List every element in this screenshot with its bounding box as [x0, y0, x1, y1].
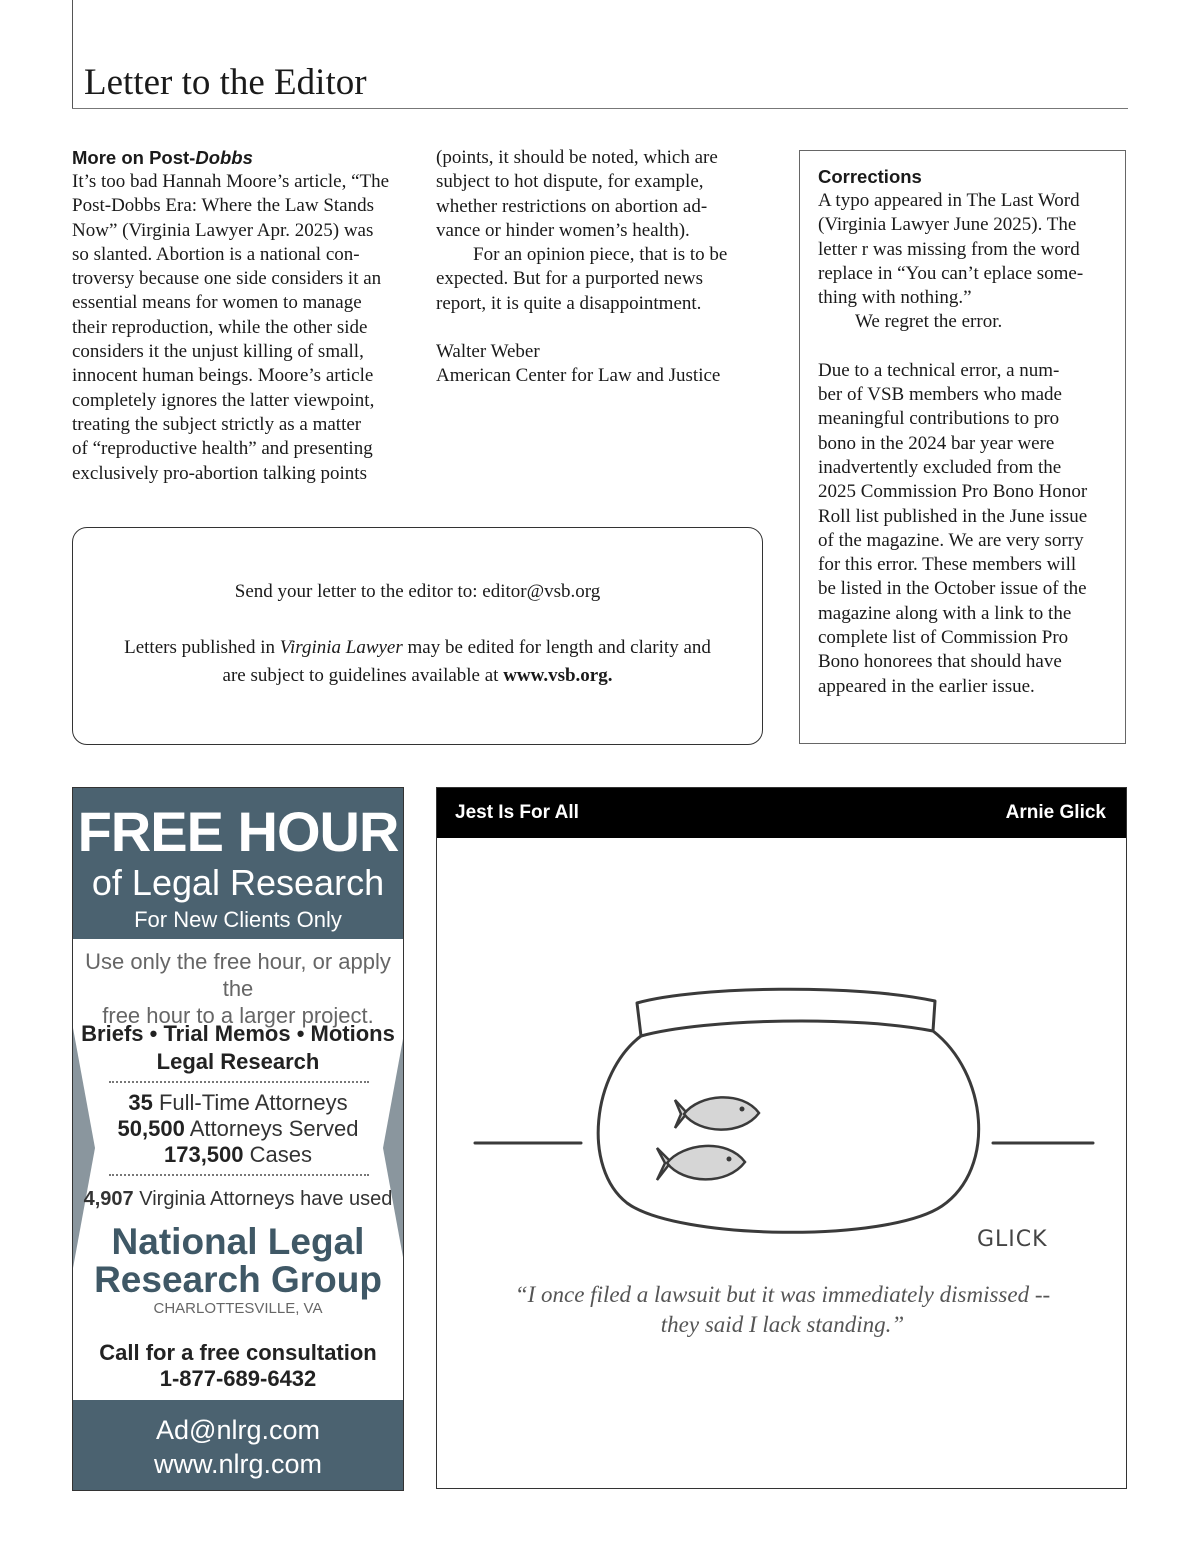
- text-line: their reproduction, while the other side: [72, 316, 368, 338]
- text-line: It’s too bad Hannah Moore’s article, “The: [72, 171, 390, 192]
- text-line: completely ignores the latter viewpoint,: [72, 389, 375, 411]
- ad-services-2: Legal Research: [156, 1049, 320, 1074]
- text-line: A typo appeared in The Last Word: [818, 190, 1080, 211]
- text-line: (Virginia Lawyer June 2025). The: [818, 214, 1077, 236]
- header-divider: [72, 108, 1128, 109]
- submission-info-box: [72, 527, 763, 745]
- text-line: innocent human beings. Moore’s article: [72, 365, 374, 387]
- letter-body-col2-para2: [436, 243, 752, 316]
- ad-services: Briefs • Trial Memos • Motions: [81, 1021, 395, 1046]
- letter-author: Walter Weber: [436, 341, 540, 363]
- page-title: Letter to the Editor: [84, 62, 367, 103]
- cartoon-artist: Arnie Glick: [1005, 802, 1106, 823]
- ad-stat-served: 50,500 Attorneys Served: [117, 1116, 359, 1141]
- text-line: expected. But for a purported news: [436, 268, 703, 290]
- corrections-box: [799, 150, 1126, 744]
- letter-body-col1: [72, 170, 412, 486]
- text-line: whether restrictions on abortion ad-: [436, 195, 708, 217]
- ad-virginia-users: 4,907 Virginia Attorneys have used: [83, 1188, 393, 1210]
- corrections-typo-note: [818, 189, 1118, 310]
- submission-email-line: Send your letter to the editor to: editor@vsb.org: [234, 581, 601, 602]
- text-line: (points, it should be noted, which are: [436, 147, 718, 168]
- text-line: so slanted. Abortion is a national con-: [72, 243, 360, 265]
- text-line: Roll list published in the June issue: [818, 505, 1088, 527]
- text-line: for this error. These members will: [818, 554, 1077, 576]
- submission-guidelines: Letters published in Virginia Lawyer may be edited for length and clarity and are subject to guidelines available at www.vsb.org.: [124, 637, 711, 686]
- text-line: magazine along with a link to the: [818, 602, 1072, 624]
- corrections-honor-roll-note: [818, 359, 1118, 699]
- cartoon-signature: GLICK: [977, 1227, 1048, 1252]
- ad-headline: FREE HOUR: [77, 800, 399, 863]
- text-line: Post-Dobbs Era: Where the Law Stands: [72, 195, 375, 217]
- ad-phone-number[interactable]: 1-877-689-6432: [159, 1366, 317, 1391]
- letter-heading: More on Post-Dobbs: [72, 147, 253, 168]
- letter-column-1: [72, 146, 412, 486]
- text-line: complete list of Commission Pro: [818, 627, 1069, 649]
- cartoon-section-title: Jest Is For All: [455, 802, 579, 823]
- corrections-heading: Corrections: [818, 166, 922, 187]
- text-line: subject to hot dispute, for example,: [436, 171, 704, 193]
- text-line: letter r was missing from the word: [818, 238, 1080, 260]
- header-vertical-rule: [72, 0, 73, 108]
- text-line: ber of VSB members who made: [818, 384, 1062, 406]
- ad-dotted-divider: [109, 1174, 369, 1176]
- text-line: thing with nothing.”: [818, 287, 972, 309]
- text-line: bono in the 2024 bar year were: [818, 432, 1055, 454]
- cartoon-title-bar: [437, 788, 1126, 838]
- text-line: essential means for women to manage: [72, 292, 362, 314]
- text-line: of “reproductive health” and presenting: [72, 438, 373, 460]
- fish-icon: [675, 1097, 759, 1129]
- fishbowl-illustration: [437, 838, 1126, 1278]
- ad-city: CHARLOTTESVILLE, VA: [153, 1300, 323, 1317]
- ad-audience: For New Clients Only: [134, 907, 342, 932]
- ad-stat-cases: 173,500 Cases: [163, 1142, 312, 1167]
- corrections-regret: We regret the error.: [855, 311, 1003, 333]
- nlrg-advertisement[interactable]: [72, 787, 404, 1491]
- text-line: exclusively pro-abortion talking points: [72, 462, 367, 484]
- ad-company-name: National Legal: [111, 1221, 365, 1262]
- text-line: vance or hinder women’s health).: [436, 219, 690, 241]
- ad-subhead: of Legal Research: [91, 862, 385, 903]
- text-line: inadvertently excluded from the: [818, 456, 1062, 478]
- text-line: troversy because one side considers it an: [72, 268, 382, 290]
- text-line: be listed in the October issue of the: [818, 578, 1087, 600]
- cartoon-panel: [436, 787, 1127, 1489]
- ad-offer: Use only the free hour, or apply the free hour to a larger project.: [85, 949, 391, 1028]
- text-line: appeared in the earlier issue.: [818, 675, 1035, 697]
- ad-website-link[interactable]: www.nlrg.com: [153, 1449, 323, 1479]
- ad-company-name-2: Research Group: [94, 1259, 382, 1300]
- text-line: Now” (Virginia Lawyer Apr. 2025) was: [72, 219, 374, 241]
- ad-dotted-divider: [109, 1081, 369, 1083]
- ad-stat-attorneys: 35 Full-Time Attorneys: [128, 1090, 348, 1115]
- text-line: report, it is quite a disappointment.: [436, 292, 702, 314]
- text-line: of the magazine. We are very sorry: [818, 529, 1084, 551]
- text-line: considers it the unjust killing of small,: [72, 341, 364, 363]
- text-line: Bono honorees that should have: [818, 651, 1062, 673]
- ad-email-link[interactable]: Ad@nlrg.com: [156, 1415, 320, 1445]
- letter-affiliation: American Center for Law and Justice: [436, 365, 721, 387]
- text-line: 2025 Commission Pro Bono Honor: [818, 481, 1088, 503]
- letter-column-2: [436, 146, 752, 389]
- ad-call-prompt: Call for a free consultation: [99, 1340, 377, 1365]
- fish-icon: [657, 1146, 745, 1180]
- text-line: replace in “You can’t eplace some-: [818, 262, 1084, 284]
- text-line: treating the subject strictly as a matter: [72, 413, 362, 435]
- text-line: For an opinion piece, that is to be: [473, 244, 728, 266]
- text-line: meaningful contributions to pro: [818, 408, 1060, 430]
- text-line: Due to a technical error, a num-: [818, 359, 1060, 381]
- letter-body-col2: [436, 146, 752, 243]
- cartoon-caption: “I once filed a lawsuit but it was immediately dismissed -- they said I lack standing.”: [514, 1282, 1051, 1337]
